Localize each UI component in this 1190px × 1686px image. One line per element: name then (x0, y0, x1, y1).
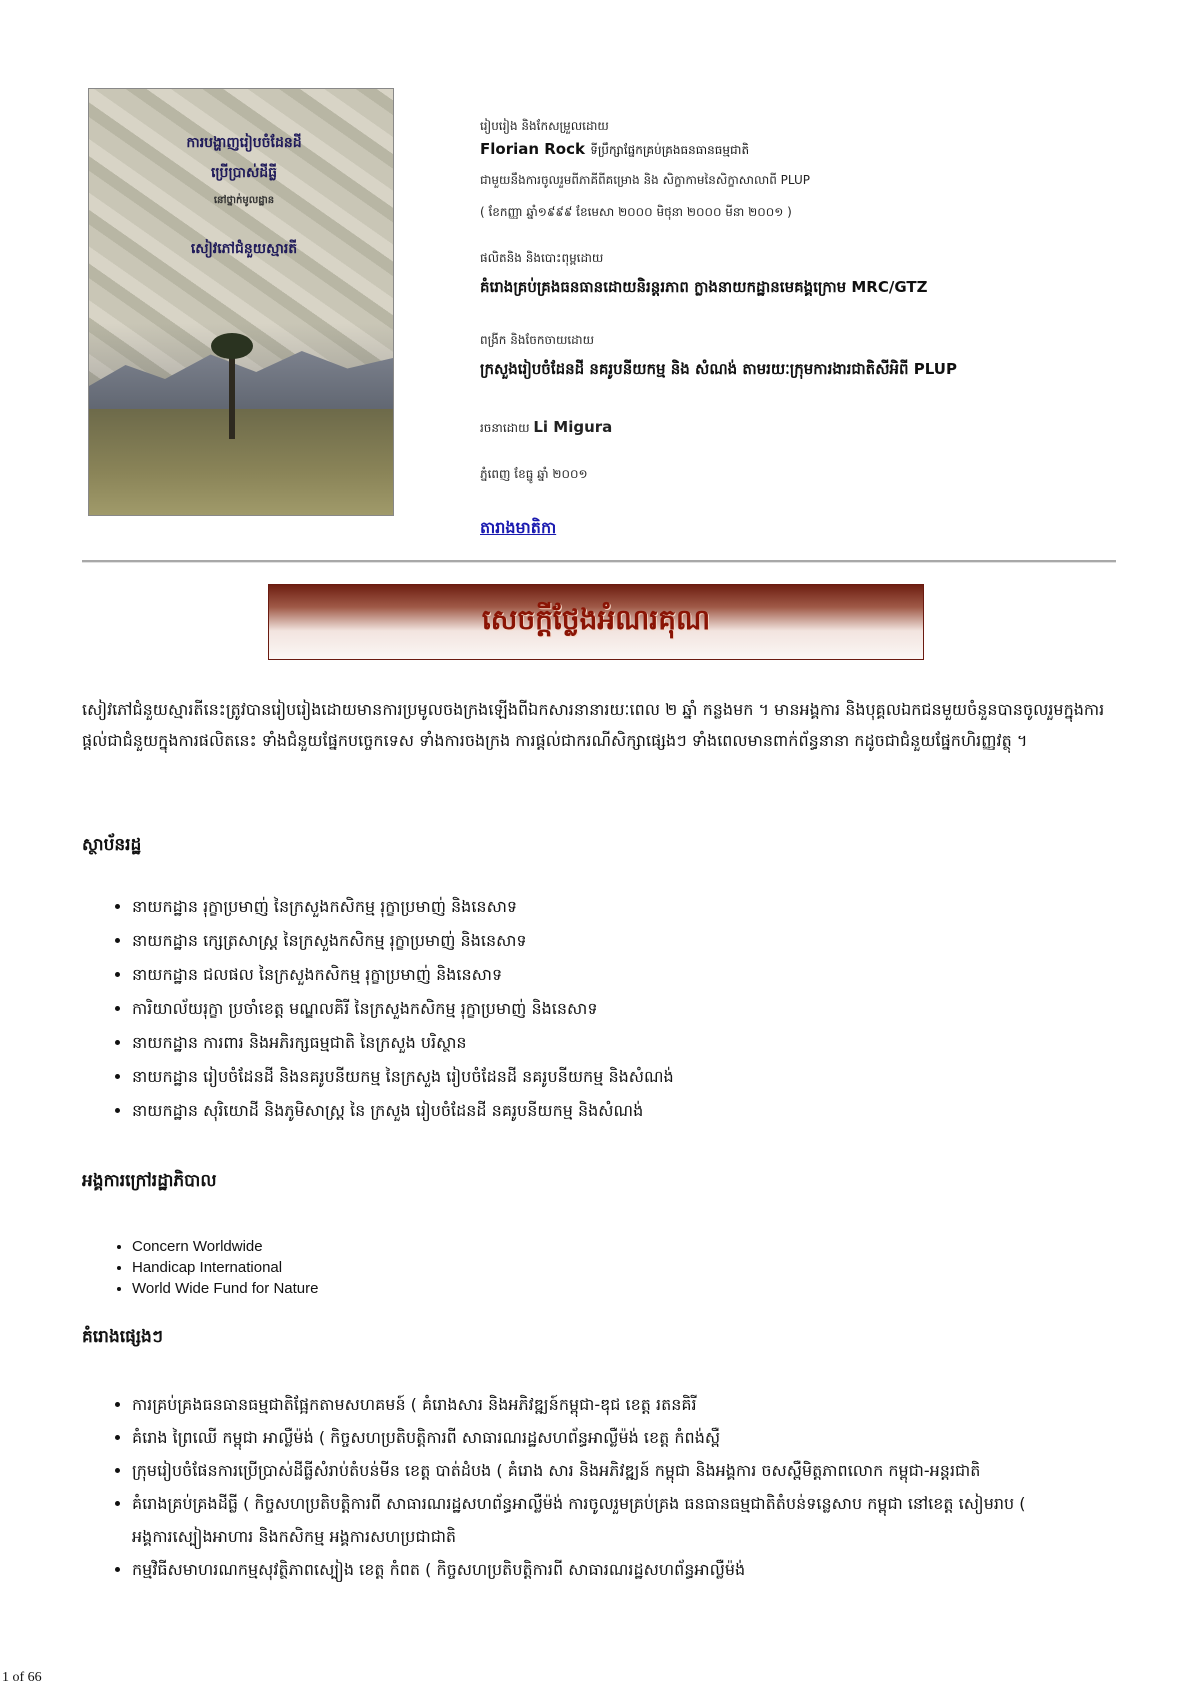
cover-title-line: ប្រើប្រាស់ដីធ្លី (210, 165, 278, 181)
list-item: • ការគ្រប់គ្រងធនធានធម្មជាតិផ្អែកតាមសហគមន៍ ( គំរោងសារ និងអភិវឌ្ឍន៍កម្ពុជា-ឌុជ ខេត្ត រតនគិរី (132, 1388, 1032, 1421)
list-item: • នាយកដ្ឋាន សុរិយោដី និងភូមិសាស្រ្ត នៃ ក្រសួង រៀបចំដែនដី នគរូបនីយកម្ម និងសំណង់ (132, 1094, 674, 1128)
section-title-ngo: អង្គការក្រៅរដ្ឋាភិបាល (82, 1171, 217, 1191)
section-title-projects: គំរោងផ្សេងៗ (82, 1327, 164, 1347)
designer-name: Li Migura (533, 418, 613, 436)
list-item: • នាយកដ្ឋាន រុក្ខាប្រមាញ់ នៃក្រសួងកសិកម្ម រុក្ខាប្រមាញ់ និងនេសាទ (132, 890, 674, 924)
book-cover-image (88, 88, 394, 516)
publisher: ក្រសួងរៀបចំដែនដី នគរូបនីយកម្ម និង សំណង់ តាមរយៈក្រុមការងារជាតិសីអិពី PLUP (480, 360, 957, 378)
list-item: • នាយកដ្ឋាន រៀបចំដែនដី និងនគរូបនីយកម្ម នៃក្រសួង រៀបចំដែនដី នគរូបនីយកម្ម និងសំណង់ (132, 1060, 674, 1094)
list-item: • World Wide Fund for Nature (132, 1278, 318, 1299)
projects-list (106, 1388, 1032, 1586)
page-number: 1 of 66 (2, 1670, 42, 1685)
author-role: ទីប្រឹក្សាផ្នែកគ្រប់គ្រងធនធានធម្មជាតិ (590, 143, 750, 157)
acknowledgements-banner (268, 584, 924, 660)
designer-line (480, 418, 612, 438)
place-date: ភ្នំពេញ ខែធ្នូ ឆ្នាំ ២០០១ (480, 467, 588, 481)
list-item: • នាយកដ្ឋាន ការពារ និងអភិរក្សធម្មជាតិ នៃក្រសួង បរិស្ថាន (132, 1026, 674, 1060)
list-item: • គំរោង ព្រៃឈើ កម្ពុជា អាល្លឺម៉ង់ ( កិច្ចសហប្រតិបត្តិការពី សាធារណរដ្ឋសហព័ន្ធអាល្លឺម៉ង់ ខេត្ត កំពង់ស្ពឺ (132, 1421, 1032, 1454)
published-label: ពង្រីក និងចែកចាយដោយ (480, 333, 595, 347)
author-name: Florian Rock (480, 140, 585, 158)
list-item: • Concern Worldwide (132, 1236, 318, 1257)
funder: គំរោងគ្រប់គ្រងធនធានដោយនិរន្តរភាព ក្លាងនាយកដ្ឋានមេគង្គក្រោម MRC/GTZ (480, 278, 928, 296)
cover-subtitle-line: នៅថ្នាក់មូលដ្ឋាន (213, 195, 275, 206)
compiled-label: រៀបរៀង និងកែសម្រួលដោយ (480, 119, 609, 133)
government-list (106, 890, 674, 1128)
table-of-contents-link[interactable]: តារាងមាតិកា (480, 518, 557, 537)
list-item: • Handicap International (132, 1257, 318, 1278)
cover-title-line: សៀវភៅជំនួយស្មារតី (190, 241, 298, 257)
list-item: • នាយកដ្ឋាន ជលផល នៃក្រសួងកសិកម្ម រុក្ខាប្រមាញ់ និងនេសាទ (132, 958, 674, 992)
divider (82, 560, 1116, 563)
funded-label: ផលិតនិង និងបោះពុម្ពដោយ (480, 251, 604, 265)
list-item: • គំរោងគ្រប់គ្រងដីធ្លី ( កិច្ចសហប្រតិបត្តិការពី សាធារណរដ្ឋសហព័ន្ធអាល្លឺម៉ង់ ការចូលរួមគ្រប់គ្រង ធនធានធម្មជាតិតំបន់ទន្លេសាប កម្ពុជា នៅខេត្ត សៀមរាប ( អង្គការស្បៀងអាហារ និងកសិកម្ម អង្គការសហប្រជាជាតិ (132, 1487, 1032, 1553)
cover-title-line: ការបង្ហាញរៀបចំដែនដី (186, 135, 302, 151)
list-item: • កម្មវិធីសមាហរណកម្មសុវត្ថិភាពស្បៀង ខេត្ត កំពត ( កិច្ចសហប្រតិបត្តិការពី សាធារណរដ្ឋសហព័ន្ធអាល្លឺម៉ង់ (132, 1553, 1032, 1586)
cover-field (89, 409, 393, 515)
list-item: • នាយកដ្ឋាន ក្សេត្រសាស្រ្ត នៃក្រសួងកសិកម្ម រុក្ខាប្រមាញ់ និងនេសាទ (132, 924, 674, 958)
cover-palm-tree (229, 349, 235, 439)
dates-line: ( ខែកញ្ញា ឆ្នាំ១៩៩៩ ខែមេសា ២០០០ មិថុនា ២០០០ មីនា ២០០១ ) (480, 205, 792, 219)
section-title-government: ស្ថាប័នរដ្ឋ (82, 835, 142, 855)
author-line (480, 140, 749, 160)
list-item: • ការិយាល័យរុក្ខា ប្រចាំខេត្ត មណ្ឌលគិរី នៃក្រសួងកសិកម្ម រុក្ខាប្រមាញ់ និងនេសាទ (132, 992, 674, 1026)
list-item: • ក្រុមរៀបចំផែនការប្រើប្រាស់ដីធ្លីសំរាប់តំបន់មីន ខេត្ត បាត់ដំបង ( គំរោង សារ និងអភិវឌ្ឍន៍ កម្ពុជា និងអង្គការ ចសស្ពឺមិត្តភាពលោក កម្ពុជា-អន្តរជាតិ (132, 1454, 1032, 1487)
banner-title: សេចក្តីថ្លែងអំណរគុណ (481, 602, 711, 636)
intro-paragraph: សៀវភៅជំនួយស្មារតីនេះត្រូវបានរៀបរៀងដោយមានការប្រមូលចងក្រងឡើងពីឯកសារនានារយៈពេល ២ ឆ្នាំ កន្លងមក ។ មានអង្គការ និងបុគ្គលឯកជនមួយចំនួនបានចូលរួមក្នុងការផ្តល់ជាជំនួយក្នុងការផលិតនេះ ទាំងជំនួយផ្នែកបច្ចេកទេស ទាំងការចងក្រង ការផ្តល់ជាករណីសិក្សាផ្សេងៗ ទាំងពេលមានពាក់ព័ន្ធនានា កដូចជាជំនួយផ្នែកហិរញ្ញវត្ថុ ។ (82, 700, 1105, 750)
design-label: រចនាដោយ (480, 421, 530, 435)
partner-line: ជាមួយនឹងការចូលរួមពីភាគីពីគម្រោង និង សិក្ខាកាមនៃសិក្ខាសាលាពី PLUP (480, 173, 811, 187)
ngo-list (106, 1236, 318, 1299)
